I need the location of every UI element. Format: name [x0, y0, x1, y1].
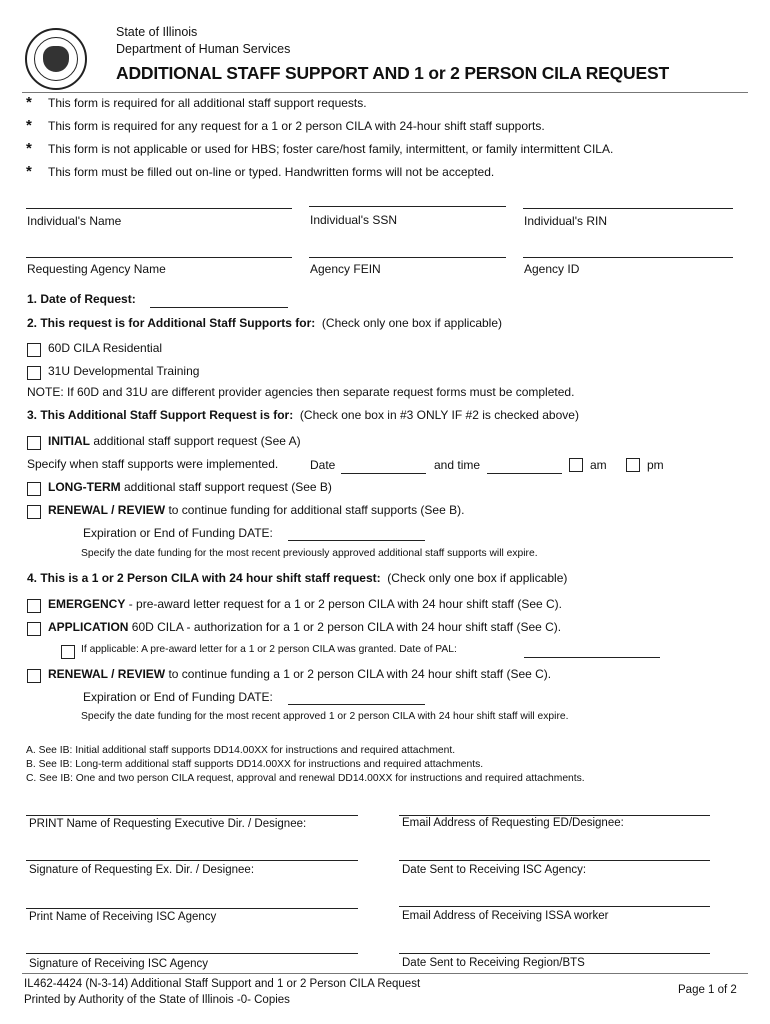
note-1: This form is required for all additional staff support requests.	[48, 96, 367, 110]
individual-ssn-input[interactable]	[309, 206, 506, 207]
reference-b: B. See IB: Long-term additional staff supports DD14.00XX for instructions and required attachments.	[26, 759, 484, 770]
cila-expiration-note: Specify the date funding for the most recent approved 1 or 2 person CILA with 24 hour shift staff will expire.	[81, 711, 569, 722]
page-number: Page 1 of 2	[678, 984, 737, 996]
date-sent-isc-label: Date Sent to Receiving ISC Agency:	[402, 864, 587, 876]
emergency-checkbox[interactable]	[27, 599, 41, 613]
60d-cila-checkbox[interactable]	[27, 343, 41, 357]
reference-a: A. See IB: Initial additional staff supports DD14.00XX for instructions and required attachment.	[26, 745, 456, 756]
31u-training-checkbox[interactable]	[27, 366, 41, 380]
60d-cila-label: 60D CILA Residential	[48, 341, 163, 355]
sig-exec-label: Signature of Requesting Ex. Dir. / Designee:	[29, 864, 255, 876]
initial-label: INITIAL additional staff support request (See A)	[48, 434, 301, 448]
q1-label: 1. Date of Request:	[27, 292, 136, 306]
pal-date-input[interactable]	[524, 657, 660, 658]
expiration-note: Specify the date funding for the most recent previously approved additional staff supports will expire.	[81, 548, 538, 559]
print-name-isc-input[interactable]	[26, 908, 358, 909]
q2-hint: (Check only one box if applicable)	[321, 316, 503, 330]
long-term-label: LONG-TERM additional staff support request (See B)	[48, 480, 332, 494]
renewal-review-label: RENEWAL / REVIEW to continue funding for additional staff supports (See B).	[48, 503, 465, 517]
sig-exec-input[interactable]	[26, 860, 358, 861]
date-sent-isc-input[interactable]	[399, 860, 710, 861]
note-marker: *	[26, 117, 32, 134]
q4-hint: (Check only one box if applicable)	[387, 571, 568, 585]
note-marker: *	[26, 94, 32, 111]
q4-label: 4. This is a 1 or 2 Person CILA with 24 hour shift staff request:	[27, 571, 381, 585]
agency-id-label: Agency ID	[524, 262, 580, 276]
sig-isc-input[interactable]	[26, 953, 358, 954]
q2-label: 2. This request is for Additional Staff Supports for:	[27, 316, 316, 330]
state-name: State of Illinois	[116, 25, 198, 39]
individual-name-label: Individual's Name	[27, 214, 122, 228]
individual-name-input[interactable]	[26, 208, 292, 209]
am-label: am	[590, 458, 607, 472]
footer-divider	[22, 973, 748, 974]
sig-isc-label: Signature of Receiving ISC Agency	[29, 958, 208, 970]
note-4: This form must be filled out on-line or typed. Handwritten forms will not be accepted.	[48, 165, 495, 179]
expiration-date-input[interactable]	[288, 540, 425, 541]
q4-heading	[27, 571, 567, 585]
agency-id-input[interactable]	[523, 257, 733, 258]
print-name-isc-label: Print Name of Receiving ISC Agency	[29, 911, 217, 923]
email-issa-input[interactable]	[399, 906, 710, 907]
implemented-time-input[interactable]	[487, 473, 562, 474]
q3-label: 3. This Additional Staff Support Request is for:	[27, 408, 294, 422]
cila-renewal-label: RENEWAL / REVIEW to continue funding a 1 or 2 person CILA with 24 hour shift staff (See C).	[48, 667, 552, 681]
individual-rin-input[interactable]	[523, 208, 733, 209]
date-sent-region-label: Date Sent to Receiving Region/BTS	[402, 957, 585, 969]
print-name-exec-input[interactable]	[26, 815, 358, 816]
note-marker: *	[26, 163, 32, 180]
pal-checkbox[interactable]	[61, 645, 75, 659]
email-issa-label: Email Address of Receiving ISSA worker	[402, 910, 609, 922]
q2-heading	[27, 316, 502, 330]
agency-name-input[interactable]	[26, 257, 292, 258]
individual-ssn-label: Individual's SSN	[310, 213, 397, 227]
email-exec-label: Email Address of Requesting ED/Designee:	[402, 817, 624, 829]
form-id: IL462-4424 (N-3-14) Additional Staff Support and 1 or 2 Person CILA Request	[24, 978, 421, 990]
note-3: This form is not applicable or used for HBS; foster care/host family, intermittent, or family intermittent CILA.	[48, 142, 614, 156]
cila-renewal-checkbox[interactable]	[27, 669, 41, 683]
q2-note: NOTE: If 60D and 31U are different provider agencies then separate request forms must be completed.	[27, 385, 575, 399]
q3-hint: (Check one box in #3 ONLY IF #2 is checked above)	[299, 408, 579, 422]
email-exec-input[interactable]	[399, 815, 710, 816]
department-name: Department of Human Services	[116, 42, 291, 56]
individual-rin-label: Individual's RIN	[524, 214, 607, 228]
expiration-date-label: Expiration or End of Funding DATE:	[83, 526, 273, 540]
application-label: APPLICATION 60D CILA - authorization for a 1 or 2 person CILA with 24 hour shift staff (See C).	[48, 620, 562, 634]
date-sent-region-input[interactable]	[399, 953, 710, 954]
state-seal-logo	[25, 28, 87, 90]
agency-fein-label: Agency FEIN	[310, 262, 381, 276]
authority-line: Printed by Authority of the State of Illinois -0- Copies	[24, 994, 290, 1006]
agency-name-label: Requesting Agency Name	[27, 262, 166, 276]
agency-fein-input[interactable]	[309, 257, 506, 258]
pm-checkbox[interactable]	[626, 458, 640, 472]
long-term-checkbox[interactable]	[27, 482, 41, 496]
implemented-date-input[interactable]	[341, 473, 426, 474]
q3-heading	[27, 408, 579, 422]
am-checkbox[interactable]	[569, 458, 583, 472]
note-2: This form is required for any request for a 1 or 2 person CILA with 24-hour shift staff supports.	[48, 119, 545, 133]
print-name-exec-label: PRINT Name of Requesting Executive Dir. / Designee:	[29, 818, 307, 830]
page-title: ADDITIONAL STAFF SUPPORT AND 1 or 2 PERSON CILA REQUEST	[116, 63, 669, 83]
emergency-label: EMERGENCY - pre-award letter request for a 1 or 2 person CILA with 24 hour shift staff (See C).	[48, 597, 563, 611]
pm-label: pm	[647, 458, 664, 472]
seal-eagle-icon	[34, 37, 78, 81]
specify-implemented-label: Specify when staff supports were implemented.	[27, 457, 279, 471]
application-checkbox[interactable]	[27, 622, 41, 636]
header-divider	[22, 92, 748, 93]
note-marker: *	[26, 140, 32, 157]
pal-label: If applicable: A pre-award letter for a 1 or 2 person CILA was granted. Date of PAL:	[81, 644, 457, 655]
date-of-request-input[interactable]	[150, 307, 288, 308]
date-label: Date	[310, 458, 336, 472]
initial-checkbox[interactable]	[27, 436, 41, 450]
time-label: and time	[434, 458, 481, 472]
reference-c: C. See IB: One and two person CILA request, approval and renewal DD14.00XX for instructions and required attachments.	[26, 773, 585, 784]
renewal-review-checkbox[interactable]	[27, 505, 41, 519]
cila-expiration-label: Expiration or End of Funding DATE:	[83, 690, 273, 704]
31u-training-label: 31U Developmental Training	[48, 364, 200, 378]
cila-expiration-input[interactable]	[288, 704, 425, 705]
